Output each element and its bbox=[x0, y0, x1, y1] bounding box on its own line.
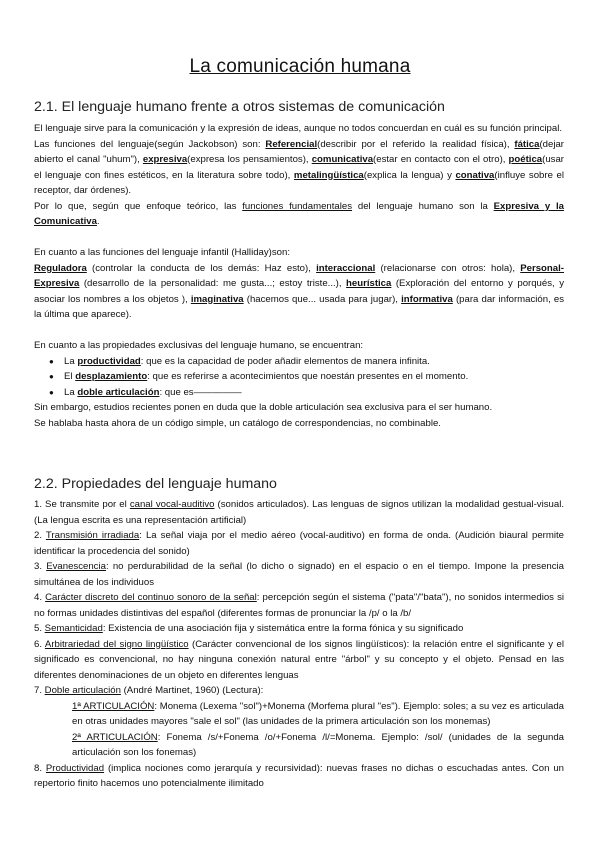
text: (explica la lengua) y bbox=[363, 169, 456, 181]
text: Las funciones del lenguaje(según Jackobson) son: bbox=[34, 138, 266, 150]
text: : Existencia de una asociación fija y sistemática entre la forma fónica y su significado bbox=[102, 623, 464, 634]
term-expresiva-comunicativa: Expresiva y la Comunicativa bbox=[34, 200, 564, 227]
text: Por lo que, según que enfoque teórico, las bbox=[34, 200, 243, 212]
text: (influye sobre el receptor, dar órdenes). bbox=[34, 169, 564, 196]
list-item bbox=[64, 369, 564, 385]
text: (Exploración del entorno y porqués, y asociar los nombres a los objetos ), bbox=[34, 278, 565, 305]
term-doble-articulacion: doble articulación bbox=[77, 386, 160, 398]
section-heading-2-1: 2.1. El lenguaje humano frente a otros sistemas de comunicación bbox=[34, 99, 445, 115]
text: El bbox=[64, 371, 76, 382]
list-item bbox=[64, 385, 564, 401]
term-informativa: informativa bbox=[401, 293, 453, 305]
term-productividad: productividad bbox=[77, 355, 141, 367]
text: 3. bbox=[34, 561, 47, 572]
term-fatica: fática bbox=[514, 138, 540, 150]
text: 7. bbox=[34, 685, 45, 696]
text: (Carácter convencional de los signos lingüísticos): la relación entre el significante y el significado es convencional, no hay ninguna conexión natural entre "árbol" y su concepto y el objeto. Pensad en las diferentes denominaciones de un objeto en diferentes lenguas bbox=[34, 638, 565, 681]
text: (dejar abierto el canal "uhum"), bbox=[34, 138, 564, 165]
property-item bbox=[34, 761, 564, 792]
text: 1. Se transmite por el bbox=[34, 499, 130, 510]
text: : que es————— bbox=[159, 386, 242, 398]
property-item bbox=[34, 590, 564, 621]
paragraph-exclusive-lead: En cuanto a las propiedades exclusivas del lenguaje humano, se encuentran: bbox=[34, 340, 364, 351]
text: (André Martinet, 1960) (Lectura): bbox=[120, 685, 264, 696]
text: La bbox=[64, 386, 78, 398]
property-item bbox=[34, 637, 564, 684]
spacer bbox=[34, 323, 564, 339]
text: : Monema (Lexema "sol")+Monema (Morfema plural "es"). Ejemplo: soles; a su vez es articulada en otras unidades mayores "sale el sol" (las unidades de la primera articulación son los monemas) bbox=[72, 700, 565, 727]
property-item bbox=[34, 621, 564, 637]
text: 4. bbox=[34, 592, 46, 603]
term-transmision-irradiada: Transmisión irradiada bbox=[45, 530, 140, 541]
paragraph-simple-code: Se hablaba hasta ahora de un código simple, un catálogo de correspondencias, no combinable. bbox=[34, 417, 441, 429]
property-item bbox=[34, 497, 564, 528]
text: (implica nociones como jerarquía y recursividad): nuevas frases no dichas o escuchadas antes. Con un repertorio finito hacemos uno potencialmente ilimitado bbox=[34, 762, 565, 789]
text: 8. bbox=[34, 762, 46, 774]
text: (para dar información, es la última que aparece). bbox=[34, 293, 565, 320]
term-metalinguistica: metalingüística bbox=[293, 169, 364, 181]
term-evanescencia: Evanescencia bbox=[46, 561, 106, 572]
text: : Fonema /s/+Fonema /o/+Fonema /l/=Monema. Ejemplo: /sol/ (unidades de la segunda articulación son los fonemas) bbox=[72, 731, 565, 758]
section-2-2-body bbox=[34, 497, 564, 792]
term-referencial: Referencial bbox=[265, 138, 318, 150]
term-canal-vocal-auditivo: canal vocal-auditivo bbox=[129, 499, 215, 510]
term-primera-articulacion: 1ª ARTICULACIÓN bbox=[72, 700, 155, 712]
text: (relacionarse con otros: hola), bbox=[375, 262, 521, 274]
spacer bbox=[34, 230, 564, 246]
term-heuristica: heurística bbox=[346, 278, 392, 289]
term-expresiva: expresiva bbox=[142, 154, 188, 165]
text: 6. bbox=[34, 638, 45, 650]
paragraph-conclusion bbox=[34, 199, 564, 230]
text: 2. bbox=[34, 530, 46, 541]
term-funciones-fundamentales: funciones fundamentales bbox=[242, 200, 353, 212]
term-doble-articulacion-2: Doble articulación bbox=[44, 685, 121, 696]
term-segunda-articulacion: 2ª ARTICULACIÓN bbox=[72, 731, 158, 743]
list-item bbox=[64, 354, 564, 370]
paragraph-intro: El lenguaje sirve para la comunicación y la expresión de ideas, aunque no todos concuerdan en cuál es su función principal. bbox=[34, 123, 562, 134]
property-item bbox=[34, 528, 564, 559]
term-productividad-2: Productividad bbox=[45, 762, 105, 774]
term-imaginativa: imaginativa bbox=[190, 293, 244, 305]
term-personal-expresiva: Personal-Expresiva bbox=[34, 262, 564, 289]
term-caracter-discreto: Carácter discreto del continuo sonoro de la señal bbox=[45, 592, 257, 603]
term-poetica: poética bbox=[508, 154, 543, 165]
text: : La señal viaja por el medio aéreo (vocal-auditivo) en forma de onda. (Audición biaural permite identificar la procedencia del sonido) bbox=[34, 530, 564, 557]
articulation-item bbox=[34, 699, 564, 730]
text: (estar en contacto con el otro), bbox=[373, 154, 509, 165]
term-comunicativa: comunicativa bbox=[311, 154, 374, 165]
page-title: La comunicación humana bbox=[189, 56, 411, 77]
section-heading-2-2: 2.2. Propiedades del lenguaje humano bbox=[34, 476, 277, 492]
text: . bbox=[96, 216, 100, 227]
text: (expresa los pensamientos), bbox=[187, 154, 312, 165]
text: : que es la capacidad de poder añadir elementos de manera infinita. bbox=[140, 355, 430, 367]
paragraph-however: Sin embargo, estudios recientes ponen en duda que la doble articulación sea exclusiva para el ser humano. bbox=[34, 402, 493, 413]
section-2-1-body bbox=[34, 121, 564, 431]
paragraph-halliday-lead: En cuanto a las funciones del lenguaje infantil (Halliday)son: bbox=[34, 247, 290, 258]
term-reguladora: Reguladora bbox=[34, 262, 87, 274]
text: (usar el lenguaje con fines estéticos, en la literatura sobre todo), bbox=[34, 154, 564, 181]
term-semanticidad: Semanticidad bbox=[44, 623, 103, 634]
term-arbitrariedad: Arbitrariedad del signo lingüístico bbox=[44, 638, 189, 650]
term-interaccional: interaccional bbox=[316, 262, 376, 274]
text: (controlar la conducta de los demás: Haz esto), bbox=[86, 262, 317, 274]
text: 5. bbox=[34, 623, 45, 634]
text: (describir por el referido la realidad física), bbox=[317, 138, 515, 150]
term-desplazamiento: desplazamiento bbox=[75, 371, 148, 382]
text: (hacemos que... usada para jugar), bbox=[243, 293, 402, 305]
paragraph-halliday-functions bbox=[34, 261, 564, 323]
exclusive-properties-list bbox=[34, 354, 564, 401]
paragraph-jakobson-functions bbox=[34, 137, 564, 199]
text: (sonidos articulados). Las lenguas de signos utilizan la modalidad gestual-visual. (La lengua escrita es una representación artificial) bbox=[34, 499, 564, 526]
text: : percepción según el sistema ("pata"/"bata"), no sonidos intermedios si no formas unidades distintivas del español (diferentes formas de pronunciar la /p/ o la /b/ bbox=[34, 592, 564, 619]
text: : no perdurabilidad de la señal (lo dicho o signado) en el espacio o en el tiempo. Impone la presencia simultánea de los individuos bbox=[34, 561, 565, 588]
articulation-item bbox=[34, 730, 564, 761]
property-item bbox=[34, 683, 564, 699]
text: La bbox=[64, 355, 78, 367]
property-item bbox=[34, 559, 564, 590]
text: : que es referirse a acontecimientos que noestán presentes en el momento. bbox=[147, 371, 469, 382]
text: del lenguaje humano son la bbox=[352, 200, 494, 212]
term-conativa: conativa bbox=[455, 169, 495, 181]
text: (desarrollo de la personalidad: me gusta...; estoy triste...), bbox=[79, 278, 347, 289]
